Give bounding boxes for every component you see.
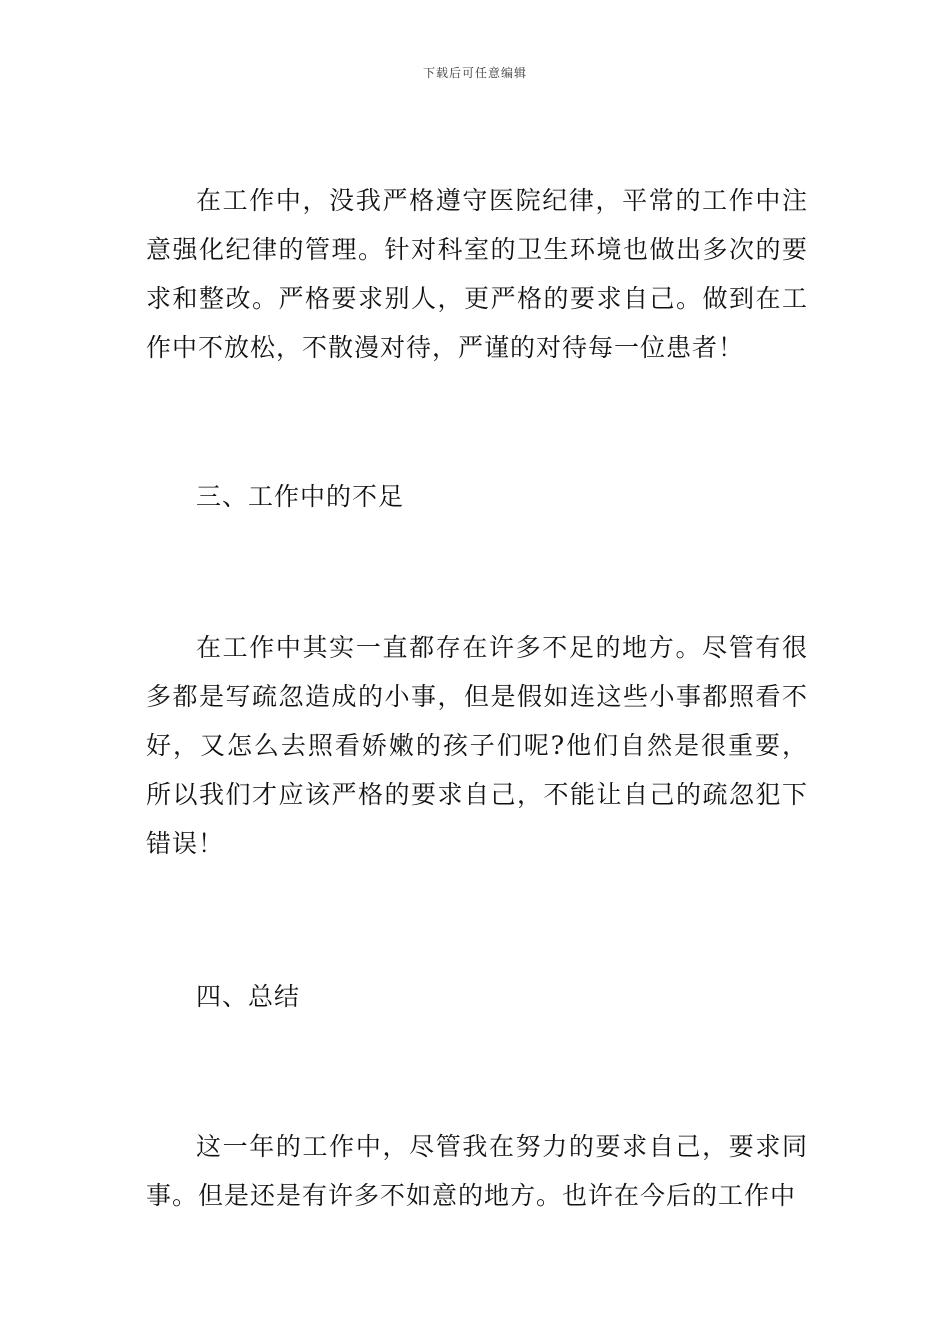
paragraph-summary: 这一年的工作中，尽管我在努力的要求自己，要求同事。但是还是有许多不如意的地方。也许在今后的工作中 [146,1132,808,1210]
paragraph-shortcomings: 在工作中其实一直都存在许多不足的地方。尽管有很多都是写疏忽造成的小事，但是假如连这些小事都照看不好，又怎么去照看娇嫩的孩子们呢?他们自然是很重要，所以我们才应该严格的要求自己，不能让自己的疏忽犯下错误！ [146,633,808,858]
paragraph-discipline: 在工作中，没我严格遵守医院纪律，平常的工作中注意强化纪律的管理。针对科室的卫生环境也做出多次的要求和整改。严格要求别人，更严格的要求自己。做到在工作中不放松，不散漫对待，严谨的对待每一位患者！ [146,186,808,362]
header-note: 下载后可任意编辑 [422,66,527,80]
section-heading-summary: 四、总结 [196,982,301,1011]
section-heading-shortcomings: 三、工作中的不足 [196,482,405,511]
